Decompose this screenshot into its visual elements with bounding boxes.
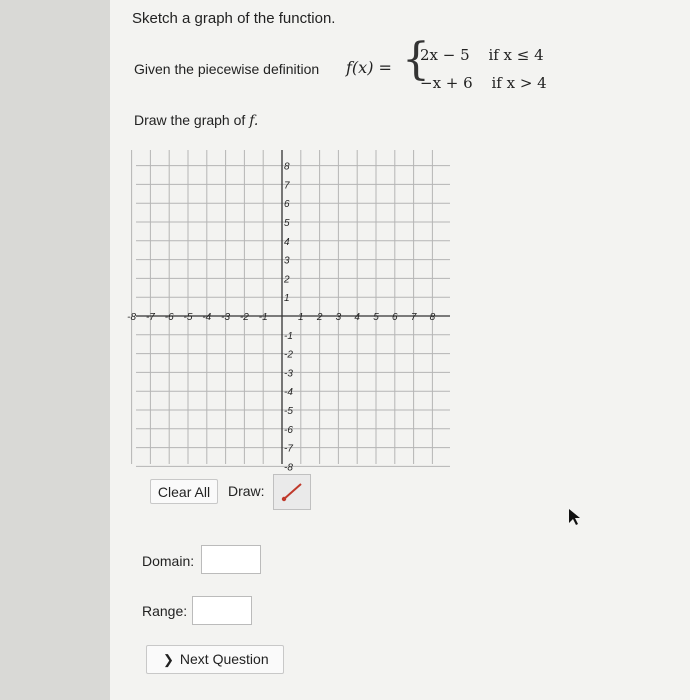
range-label: Range: — [142, 603, 188, 619]
draw-prompt-function: f. — [249, 113, 259, 129]
x-tick-label: 6 — [392, 312, 398, 323]
x-tick-label: 8 — [429, 312, 436, 323]
y-tick-label: 1 — [284, 293, 290, 305]
y-tick-label: -3 — [284, 368, 293, 380]
x-tick-label: 5 — [373, 312, 379, 323]
x-tick-label: -5 — [183, 312, 193, 323]
x-tick-label: -7 — [145, 312, 155, 323]
draw-prompt-text: Draw the graph of — [134, 112, 246, 128]
case-1-condition: if x ≤ 4 — [488, 46, 544, 64]
y-tick-label: 3 — [284, 255, 290, 267]
x-tick-label: 3 — [335, 312, 342, 323]
case-1-expression: 2x − 5 — [420, 46, 470, 64]
question-heading: Sketch a graph of the function. — [132, 10, 336, 27]
y-tick-label: 4 — [284, 236, 290, 248]
domain-input[interactable] — [201, 545, 261, 574]
x-tick-label: -4 — [202, 312, 212, 323]
case-2-expression: −x + 6 — [420, 74, 473, 92]
draw-prompt — [134, 112, 258, 129]
y-tick-label: 7 — [284, 180, 290, 192]
x-tick-label: -2 — [239, 312, 249, 323]
y-tick-label: -7 — [284, 443, 293, 455]
x-tick-label: -1 — [258, 312, 268, 323]
given-label: Given the piecewise definition — [134, 61, 320, 77]
mouse-cursor-icon — [568, 508, 582, 526]
next-question-button[interactable] — [146, 645, 284, 674]
range-input[interactable] — [192, 596, 252, 625]
next-question-label: Next Question — [179, 651, 269, 667]
x-tick-label: 2 — [316, 312, 323, 323]
y-tick-label: 6 — [284, 199, 290, 211]
x-tick-label: -8 — [127, 312, 137, 323]
y-tick-label: -1 — [284, 330, 293, 342]
x-tick-label: 7 — [410, 312, 417, 323]
question-page — [110, 0, 690, 700]
y-tick-label: -5 — [284, 406, 293, 417]
case-2-condition: if x > 4 — [491, 74, 547, 92]
domain-label: Domain: — [142, 553, 195, 569]
x-tick-label: -6 — [164, 312, 174, 323]
x-tick-label: -3 — [221, 312, 231, 323]
y-tick-label: -6 — [284, 424, 293, 436]
y-tick-label: -4 — [284, 387, 293, 399]
chevron-right-icon: ❯ — [163, 652, 174, 667]
graph-canvas[interactable] — [127, 146, 456, 474]
y-tick-label: -2 — [284, 349, 293, 361]
draw-line-tool[interactable] — [273, 474, 311, 510]
y-tick-label: -8 — [284, 462, 293, 474]
y-tick-label: 5 — [284, 218, 290, 229]
function-name: f(x) = — [346, 58, 392, 77]
piecewise-case-2 — [420, 74, 547, 92]
draw-label: Draw: — [228, 483, 265, 499]
piecewise-case-1 — [420, 46, 544, 64]
x-tick-label: 4 — [354, 312, 360, 323]
piecewise-brace: { — [402, 34, 430, 85]
clear-all-button[interactable]: Clear All — [150, 479, 218, 504]
y-tick-label: 2 — [284, 274, 290, 286]
pen-line-icon — [274, 475, 310, 509]
x-tick-label: 1 — [298, 312, 304, 323]
y-tick-label: 8 — [284, 161, 290, 173]
